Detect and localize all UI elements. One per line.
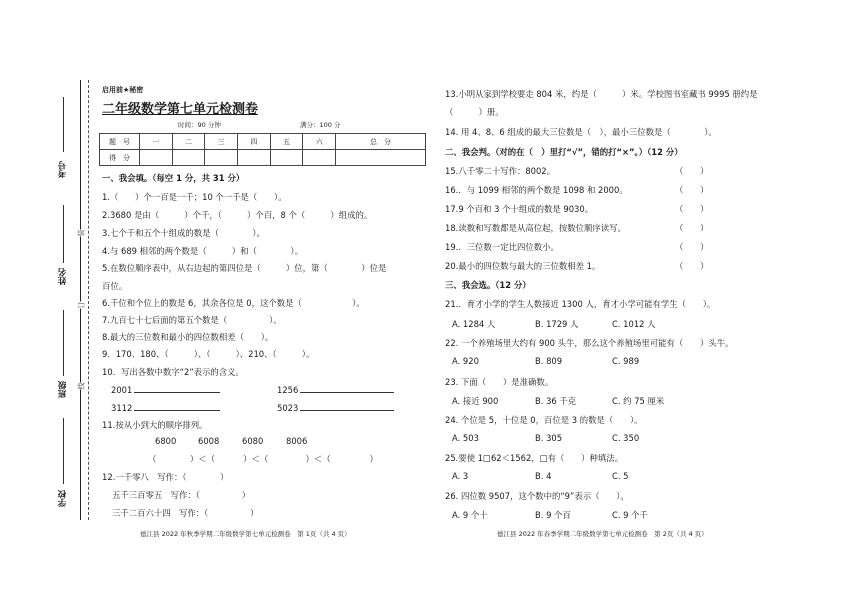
option-c[interactable]: C. 5 xyxy=(612,471,629,481)
question-25: 25.要使 1□62＜1562，□有（ ）种填法。 xyxy=(445,453,623,463)
judge-answer-paren[interactable]: （ ） xyxy=(675,166,709,176)
question-16: 16.．与 1099 相邻的两个数是 1098 和 2000。 xyxy=(445,185,628,195)
question-7: 7.九百七十七后面的第五个数是（ ）。 xyxy=(102,315,282,325)
table-cell: 总 分 xyxy=(336,134,426,150)
table-cell: 四 xyxy=(238,134,271,150)
school-label: 学校 xyxy=(58,490,68,507)
table-cell: 一 xyxy=(140,134,173,150)
page-1-footer: 德江县 2022 年秋季学期二年级数学第七单元检测卷 第 1页（共 4 页） xyxy=(140,530,351,538)
question-9: 9．170、180、（ ）、（ ）、210、（ ）。 xyxy=(102,349,315,359)
table-cell: 六 xyxy=(303,134,336,150)
question-5: 5.在数位顺序表中，从右边起的第四位是（ ）位，第（ ）位是 xyxy=(102,263,387,273)
option-a[interactable]: A. 1284 人 xyxy=(452,319,496,329)
option-b[interactable]: B. 305 xyxy=(535,433,563,443)
q11-number: 6800 xyxy=(155,436,177,446)
option-b[interactable]: B. 809 xyxy=(535,356,563,366)
score-table xyxy=(99,133,426,166)
option-b[interactable]: B. 9 个百 xyxy=(535,510,571,520)
answer-line[interactable] xyxy=(300,384,394,393)
score-input-cell[interactable] xyxy=(140,150,173,166)
q11-order-blank: ）＜（ xyxy=(272,454,331,464)
score-info: 满分：100 分 xyxy=(300,121,341,129)
question-6: 6.千位和个位上的数是 6，其余各位是 0，这个数是（ ）。 xyxy=(102,298,365,308)
question-12: 12.一千零八 写作：（ ） xyxy=(102,472,229,482)
question-14: 14. 用 4、8、6 组成的最大三位数是（ ），最小三位数是（ ）。 xyxy=(445,127,717,137)
name-line xyxy=(63,205,64,263)
bind-sep-xian: 线 xyxy=(77,382,86,390)
exam-number-line xyxy=(63,97,64,152)
judge-answer-paren[interactable]: （ ） xyxy=(675,185,709,195)
name-label: 姓名 xyxy=(58,268,68,285)
question-24: 24. 个位是 5，十位是 0，百位是 3 的数是（ ）。 xyxy=(445,415,643,425)
bind-sep-ding: 订 xyxy=(77,301,86,309)
q11-number: 8006 xyxy=(286,436,308,446)
question-3: 3.七个千和五个十组成的数是（ ）。 xyxy=(102,228,265,238)
question-12c: 三千二百六十四 写作：（ ） xyxy=(112,508,259,518)
option-a[interactable]: A. 9 个十 xyxy=(452,510,488,520)
question-18: 18.读数和写数都是从高位起，按数位顺序读写。 xyxy=(445,223,626,233)
question-12b: 五千三百零五 写作：（ ） xyxy=(112,490,251,500)
judge-answer-paren[interactable]: （ ） xyxy=(675,242,709,252)
q11-order-blank: （ ）＜（ xyxy=(148,454,215,464)
section-3-heading: 三、我会选。（12 分） xyxy=(445,280,531,290)
option-b[interactable]: B. 1729 人 xyxy=(535,319,579,329)
table-cell: 二 xyxy=(172,134,205,150)
score-input-cell[interactable] xyxy=(303,150,336,166)
question-23: 23. 下面（ ）是准确数。 xyxy=(445,377,554,387)
judge-answer-paren[interactable]: （ ） xyxy=(675,261,709,271)
class-label: 班级 xyxy=(58,381,68,398)
answer-line[interactable] xyxy=(300,402,394,411)
score-input-cell[interactable] xyxy=(205,150,238,166)
question-21: 21.．育才小学的学生人数接近 1300 人，育才小学可能有学生（ ）。 xyxy=(445,299,716,309)
time-info: 时间：90 分钟 xyxy=(178,121,221,129)
question-5-cont: 百位。 xyxy=(102,281,128,291)
score-table-header-row xyxy=(100,134,426,150)
table-cell: 题 号 xyxy=(100,134,140,150)
option-a[interactable]: A. 3 xyxy=(452,471,469,481)
question-19: 19.．三位数一定比四位数小。 xyxy=(445,242,559,252)
question-10: 10．写出各数中数字“2”表示的含义。 xyxy=(102,367,244,377)
table-cell: 得 分 xyxy=(100,150,140,166)
binding-dashed-line xyxy=(88,80,89,520)
question-20: 20.最小的四位数与最大的三位数相差 1。 xyxy=(445,261,601,271)
bind-sep-zhuang: 装 xyxy=(77,229,86,237)
option-a[interactable]: A. 接近 900 xyxy=(452,396,499,406)
q10-num-1256: 1256 xyxy=(277,384,394,395)
q11-number: 6080 xyxy=(242,436,264,446)
option-c[interactable]: C. 约 75 厘米 xyxy=(612,396,665,406)
page-2-footer: 德江县 2022 年春季学期二年级数学第七单元检测卷 第 2页（共 4 页） xyxy=(497,530,708,538)
section-2-heading: 二、我会判。（对的在（ ）里打“√”，错的打“×”。）（12 分） xyxy=(445,147,683,157)
score-input-cell[interactable] xyxy=(270,150,303,166)
option-a[interactable]: A. 503 xyxy=(452,433,479,443)
judge-answer-paren[interactable]: （ ） xyxy=(675,204,709,214)
question-13-cont: （ ）册。 xyxy=(445,107,504,117)
question-2: 2.3680 是由（ ）个千，（ ）个百，8 个（ ）组成的。 xyxy=(102,210,373,220)
question-17: 17.9 个百和 3 个十组成的数是 9030。 xyxy=(445,204,594,214)
section-1-heading: 一、我会填。（每空 1 分，共 31 分） xyxy=(102,173,245,183)
q11-number: 6008 xyxy=(198,436,220,446)
class-line xyxy=(63,310,64,376)
question-4: 4.与 689 相邻的两个数是（ ）和（ ）。 xyxy=(102,246,303,256)
answer-line[interactable] xyxy=(134,402,220,411)
score-table-score-row xyxy=(100,150,426,166)
question-22: 22. 一个养殖场里大约有 900 头牛，那么这个养殖场里可能有（ ）头牛。 xyxy=(445,338,734,348)
answer-line[interactable] xyxy=(134,384,220,393)
question-11: 11.按从小到大的顺序排列。 xyxy=(102,420,208,430)
score-input-cell[interactable] xyxy=(336,150,426,166)
binding-solid-line xyxy=(80,80,81,520)
table-cell: 五 xyxy=(270,134,303,150)
question-13: 13.小明从家到学校要走 804 米，约是（ ）米。学校图书室藏书 9995 册约是 xyxy=(445,89,758,99)
question-26: 26. 四位数 9507，这个数中的“9”表示（ ）。 xyxy=(445,491,629,501)
option-b[interactable]: B. 36 千克 xyxy=(535,396,577,406)
secret-mark: 启用前★秘密 xyxy=(102,86,144,94)
page-title: 二年级数学第七单元检测卷 xyxy=(102,102,259,117)
option-c[interactable]: C. 9 个千 xyxy=(612,510,648,520)
question-15: 15.八千零二十写作：8002。 xyxy=(445,166,556,176)
score-input-cell[interactable] xyxy=(238,150,271,166)
q10-num-2001: 2001 xyxy=(111,384,220,395)
q10-num-3112: 3112 xyxy=(111,402,220,413)
question-8: 8.最大的三位数和最小的四位数相差（ ）。 xyxy=(102,332,274,342)
score-input-cell[interactable] xyxy=(172,150,205,166)
q11-order-blank: ）＜（ xyxy=(218,454,269,464)
q10-num-5023: 5023 xyxy=(277,402,394,413)
judge-answer-paren[interactable]: （ ） xyxy=(675,223,709,233)
option-c[interactable]: C. 1012 人 xyxy=(612,319,656,329)
option-c[interactable]: C. 350 xyxy=(612,433,640,443)
option-a[interactable]: A. 920 xyxy=(452,356,479,366)
option-b[interactable]: B. 4 xyxy=(535,471,552,481)
q11-order-blank: ） xyxy=(336,454,378,464)
table-cell: 三 xyxy=(205,134,238,150)
exam-number-label: 考号 xyxy=(58,161,68,178)
school-line xyxy=(63,418,64,484)
option-c[interactable]: C. 989 xyxy=(612,356,640,366)
question-1: 1.（ ）个一百是一千；10 个一千是（ ）。 xyxy=(102,192,287,202)
